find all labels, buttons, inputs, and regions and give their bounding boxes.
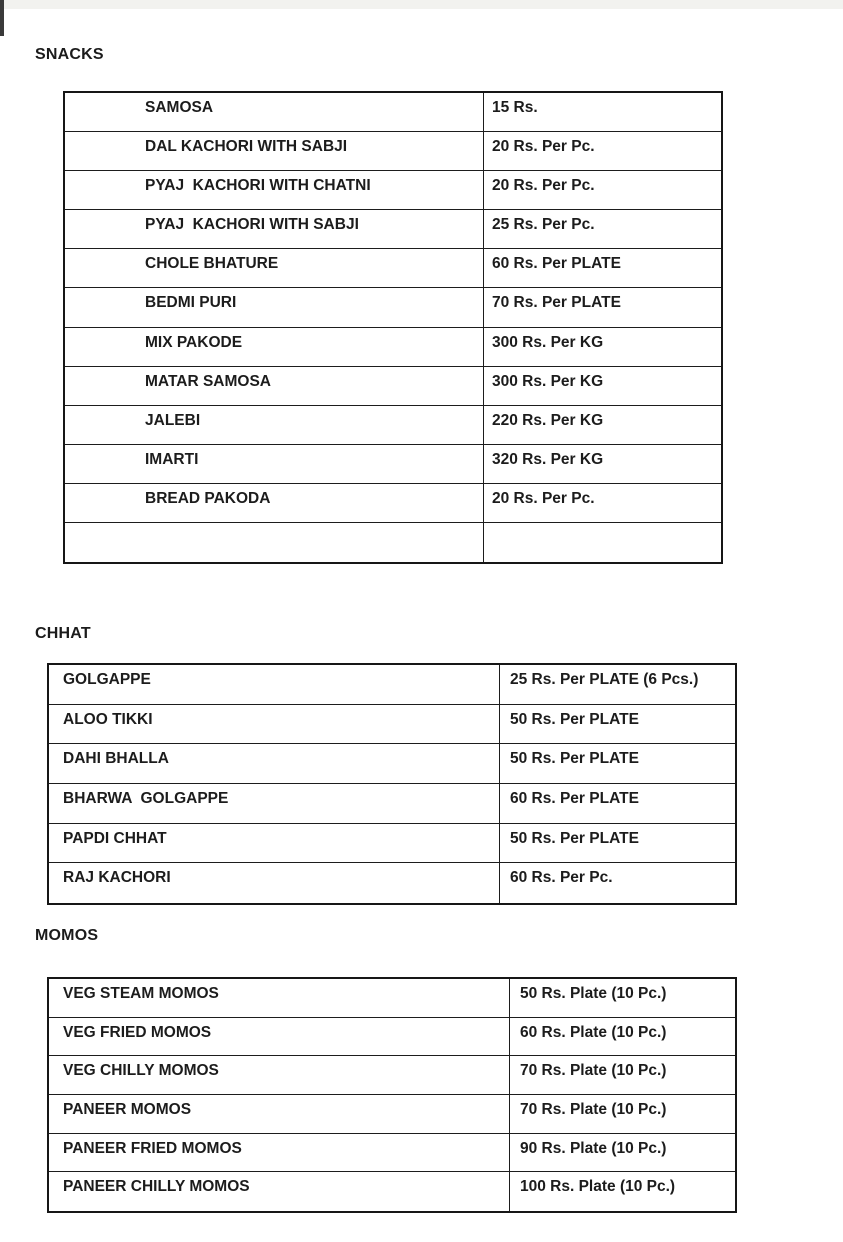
item-cell: PYAJ KACHORI WITH CHATNI — [65, 171, 484, 209]
price-cell: 15 Rs. — [492, 99, 538, 116]
item-cell: PANEER FRIED MOMOS — [49, 1134, 510, 1172]
table-row — [49, 1134, 735, 1173]
section-title-chhat: CHHAT — [35, 625, 91, 642]
table-row — [49, 1018, 735, 1057]
price-cell: 60 Rs. Per PLATE — [492, 255, 621, 273]
price-cell: 100 Rs. Plate (10 Pc.) — [520, 1178, 676, 1196]
table-row — [49, 744, 735, 784]
table-row — [65, 249, 721, 288]
table-row — [65, 445, 721, 484]
item-cell: JALEBI — [65, 406, 484, 444]
table-row — [65, 171, 721, 210]
price-cell: 70 Rs. Plate (10 Pc.) — [520, 1101, 667, 1119]
section-title-snacks: SNACKS — [35, 46, 104, 63]
price-cell: 20 Rs. Per Pc. — [492, 177, 595, 195]
menu-table-chhat — [47, 663, 737, 905]
table-row — [65, 406, 721, 445]
item-cell: GOLGAPPE — [49, 665, 500, 704]
item-cell: PYAJ KACHORI WITH SABJI — [65, 210, 484, 248]
table-row — [65, 328, 721, 367]
item-cell: VEG CHILLY MOMOS — [49, 1056, 510, 1094]
item-cell: SAMOSA — [65, 93, 484, 131]
item-cell: MATAR SAMOSA — [65, 367, 484, 405]
item-cell: DAHI BHALLA — [49, 744, 500, 783]
section-title-momos: MOMOS — [35, 927, 99, 944]
price-cell: 50 Rs. Per PLATE — [510, 710, 639, 728]
item-cell: IMARTI — [65, 445, 484, 483]
table-row — [65, 484, 721, 523]
price-cell: 50 Rs. Per PLATE — [510, 750, 639, 768]
table-row — [49, 979, 735, 1018]
item-cell: CHOLE BHATURE — [65, 249, 484, 287]
item-cell: RAJ KACHORI — [49, 863, 500, 903]
price-cell: 60 Rs. Plate (10 Pc.) — [520, 1023, 667, 1041]
table-row — [49, 1095, 735, 1134]
item-cell: BREAD PAKODA — [65, 484, 484, 522]
price-cell: 300 Rs. Per KG — [492, 372, 604, 390]
price-cell: 60 Rs. Per Pc. — [510, 869, 613, 887]
table-row — [49, 1172, 735, 1211]
price-cell: 50 Rs. Per PLATE — [510, 829, 639, 847]
item-cell: ALOO TIKKI — [49, 705, 500, 744]
price-cell — [484, 523, 721, 562]
menu-table-momos — [47, 977, 737, 1213]
table-row — [65, 93, 721, 132]
table-row — [49, 784, 735, 824]
price-cell: 60 Rs. Per PLATE — [510, 790, 639, 808]
price-cell: 25 Rs. Per PLATE (6 Pcs.) — [510, 671, 699, 688]
price-cell: 20 Rs. Per Pc. — [492, 489, 595, 507]
price-cell: 300 Rs. Per KG — [492, 333, 604, 351]
item-cell: PANEER MOMOS — [49, 1095, 510, 1133]
item-cell — [65, 523, 484, 562]
price-cell: 50 Rs. Plate (10 Pc.) — [520, 985, 667, 1002]
scan-artifact-corner-mark — [0, 0, 4, 36]
menu-table-snacks — [63, 91, 723, 564]
table-row — [65, 132, 721, 171]
table-row — [49, 863, 735, 903]
table-row — [65, 523, 721, 562]
price-cell: 20 Rs. Per Pc. — [492, 138, 595, 156]
price-cell: 70 Rs. Plate (10 Pc.) — [520, 1062, 667, 1080]
table-row — [65, 367, 721, 406]
price-cell: 220 Rs. Per KG — [492, 411, 604, 429]
item-cell: PAPDI CHHAT — [49, 824, 500, 863]
price-cell: 320 Rs. Per KG — [492, 450, 604, 468]
price-cell: 90 Rs. Plate (10 Pc.) — [520, 1139, 667, 1157]
item-cell: PANEER CHILLY MOMOS — [49, 1172, 510, 1211]
table-row — [65, 288, 721, 327]
table-row — [49, 1056, 735, 1095]
scan-artifact-top-strip — [0, 0, 843, 9]
table-row — [65, 210, 721, 249]
price-cell: 25 Rs. Per Pc. — [492, 216, 595, 234]
item-cell: BEDMI PURI — [65, 288, 484, 326]
table-row — [49, 705, 735, 745]
item-cell: DAL KACHORI WITH SABJI — [65, 132, 484, 170]
item-cell: VEG STEAM MOMOS — [49, 979, 510, 1017]
table-row — [49, 824, 735, 864]
table-row — [49, 665, 735, 705]
item-cell: VEG FRIED MOMOS — [49, 1018, 510, 1056]
price-cell: 70 Rs. Per PLATE — [492, 294, 621, 312]
item-cell: MIX PAKODE — [65, 328, 484, 366]
item-cell: BHARWA GOLGAPPE — [49, 784, 500, 823]
